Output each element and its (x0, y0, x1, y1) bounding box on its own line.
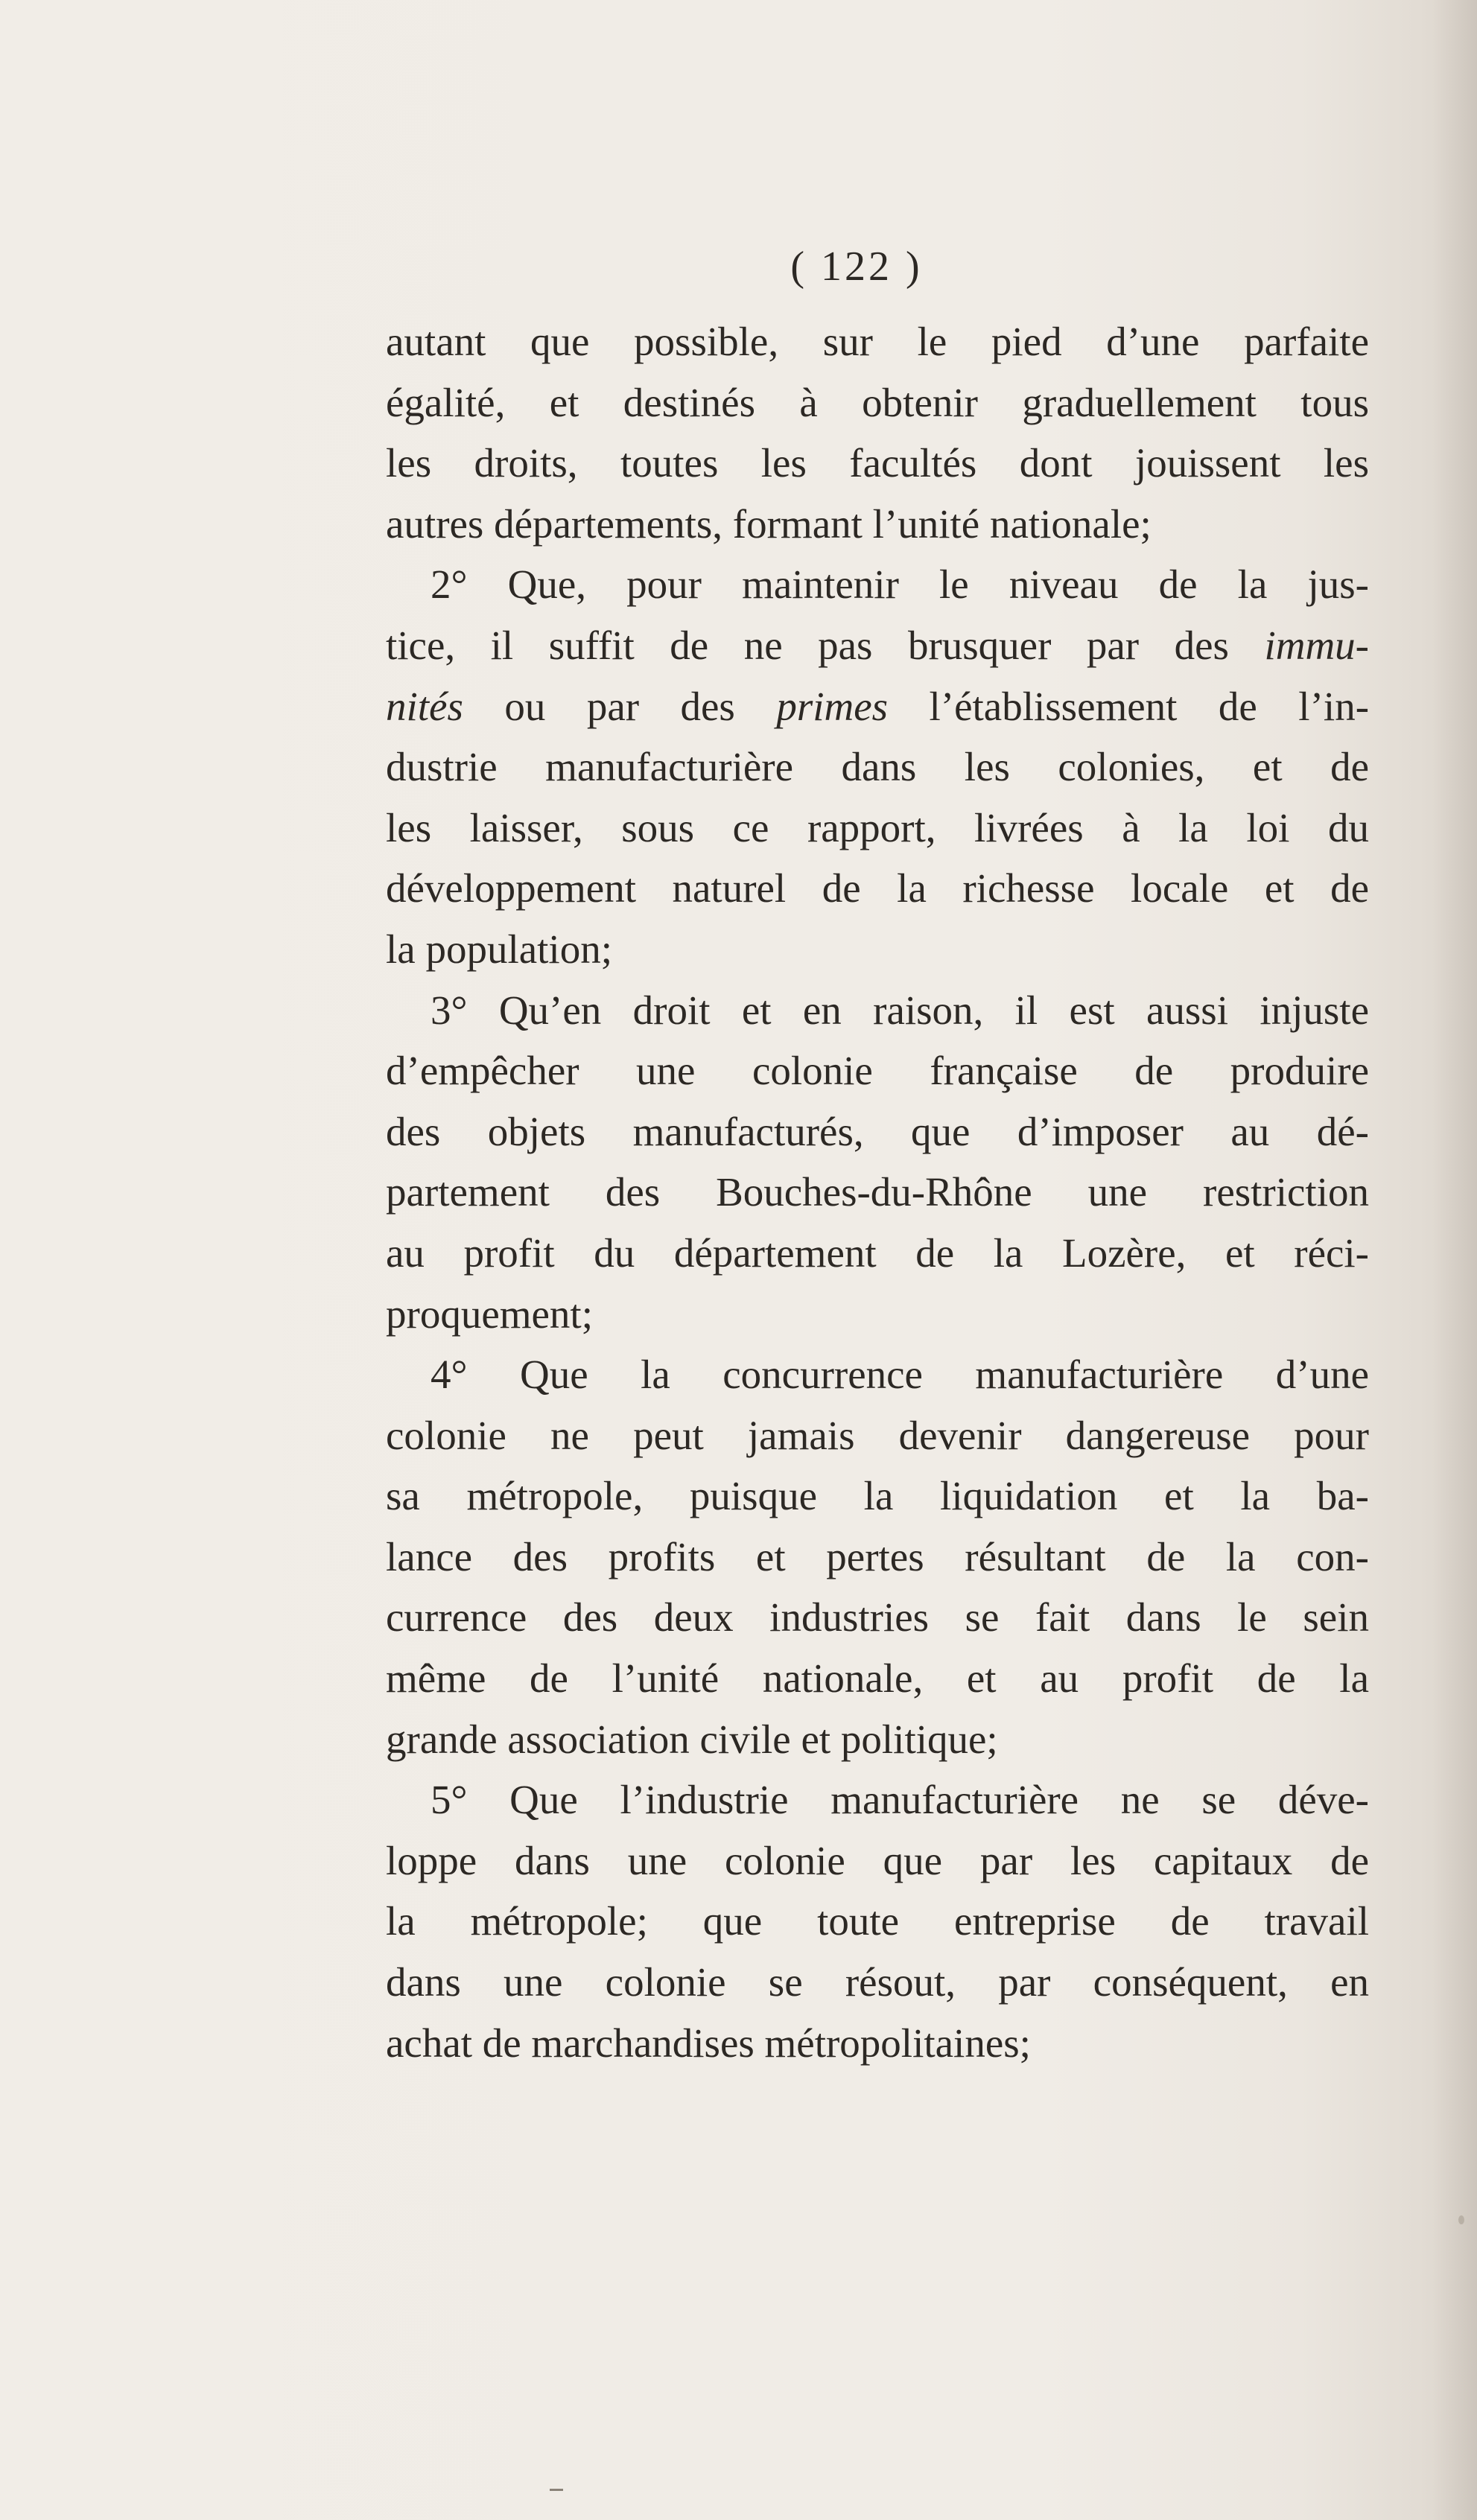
text-line: sa métropole, puisque la liquidation et la ba- (386, 1473, 1369, 1519)
page-number: ( 122 ) (790, 244, 923, 290)
italic-word: nités (386, 683, 463, 729)
text-line: des objets manufacturés, que d’imposer au dé- (386, 1108, 1369, 1154)
text-line: les droits, toutes les facultés dont jouissent les (386, 440, 1369, 486)
paragraph-5-first-line: 5° Que l’industrie manufacturière ne se déve- (431, 1777, 1369, 1823)
text-line: la métropole; que toute entreprise de travail (386, 1898, 1369, 1944)
text-line: lance des profits et pertes résultant de la con- (386, 1533, 1369, 1579)
text-line: d’empêcher une colonie française de produire (386, 1048, 1369, 1094)
text-line: au profit du département de la Lozère, et réci- (386, 1229, 1369, 1276)
text-line: proquement; (386, 1291, 593, 1337)
text-line: dustrie manufacturière dans les colonies, et de (386, 744, 1369, 790)
paper-mark (550, 2489, 563, 2491)
paragraph-4-first-line: 4° Que la concurrence manufacturière d’une (431, 1352, 1369, 1398)
text-line: développement naturel de la richesse locale et de (386, 865, 1369, 911)
text-segment: tice, il suffit de ne pas brusquer par des (386, 622, 1265, 668)
text-line: autant que possible, sur le pied d’une parfaite (386, 319, 1369, 364)
text-line: même de l’unité nationale, et au profit de la (386, 1655, 1369, 1702)
text-segment: l’établissement de l’in- (888, 683, 1370, 729)
text-line: grande association civile et politique; (386, 1716, 998, 1762)
text-line: currence des deux industries se fait dans le sein (386, 1594, 1369, 1641)
text-line: achat de marchandises métropolitaines; (386, 2020, 1031, 2066)
text-line: égalité, et destinés à obtenir graduellement tous (386, 379, 1369, 425)
text-line: colonie ne peut jamais devenir dangereuse pour (386, 1412, 1369, 1458)
text-line: partement des Bouches-du-Rhône une restriction (386, 1169, 1369, 1215)
page-edge-shadow (1432, 0, 1477, 2520)
body-text (386, 311, 1369, 2073)
italic-word: immu- (1264, 622, 1369, 668)
paragraph-3-first-line: 3° Qu’en droit et en raison, il est aussi injuste (431, 987, 1369, 1033)
text-line: les laisser, sous ce rapport, livrées à la loi du (386, 804, 1369, 850)
italic-word: primes (776, 683, 889, 729)
text-line: autres départements, formant l’unité nationale; (386, 500, 1152, 547)
text-line: dans une colonie se résout, par conséquent, en (386, 1959, 1369, 2005)
text-line (386, 676, 1369, 737)
paragraph-2-first-line: 2° Que, pour maintenir le niveau de la jus- (431, 561, 1369, 608)
text-line: loppe dans une colonie que par les capitaux de (386, 1837, 1369, 1883)
text-line: la population; (386, 926, 612, 972)
paper-speck (1458, 2215, 1464, 2224)
text-segment: ou par des (463, 683, 777, 729)
text-line (386, 615, 1369, 676)
